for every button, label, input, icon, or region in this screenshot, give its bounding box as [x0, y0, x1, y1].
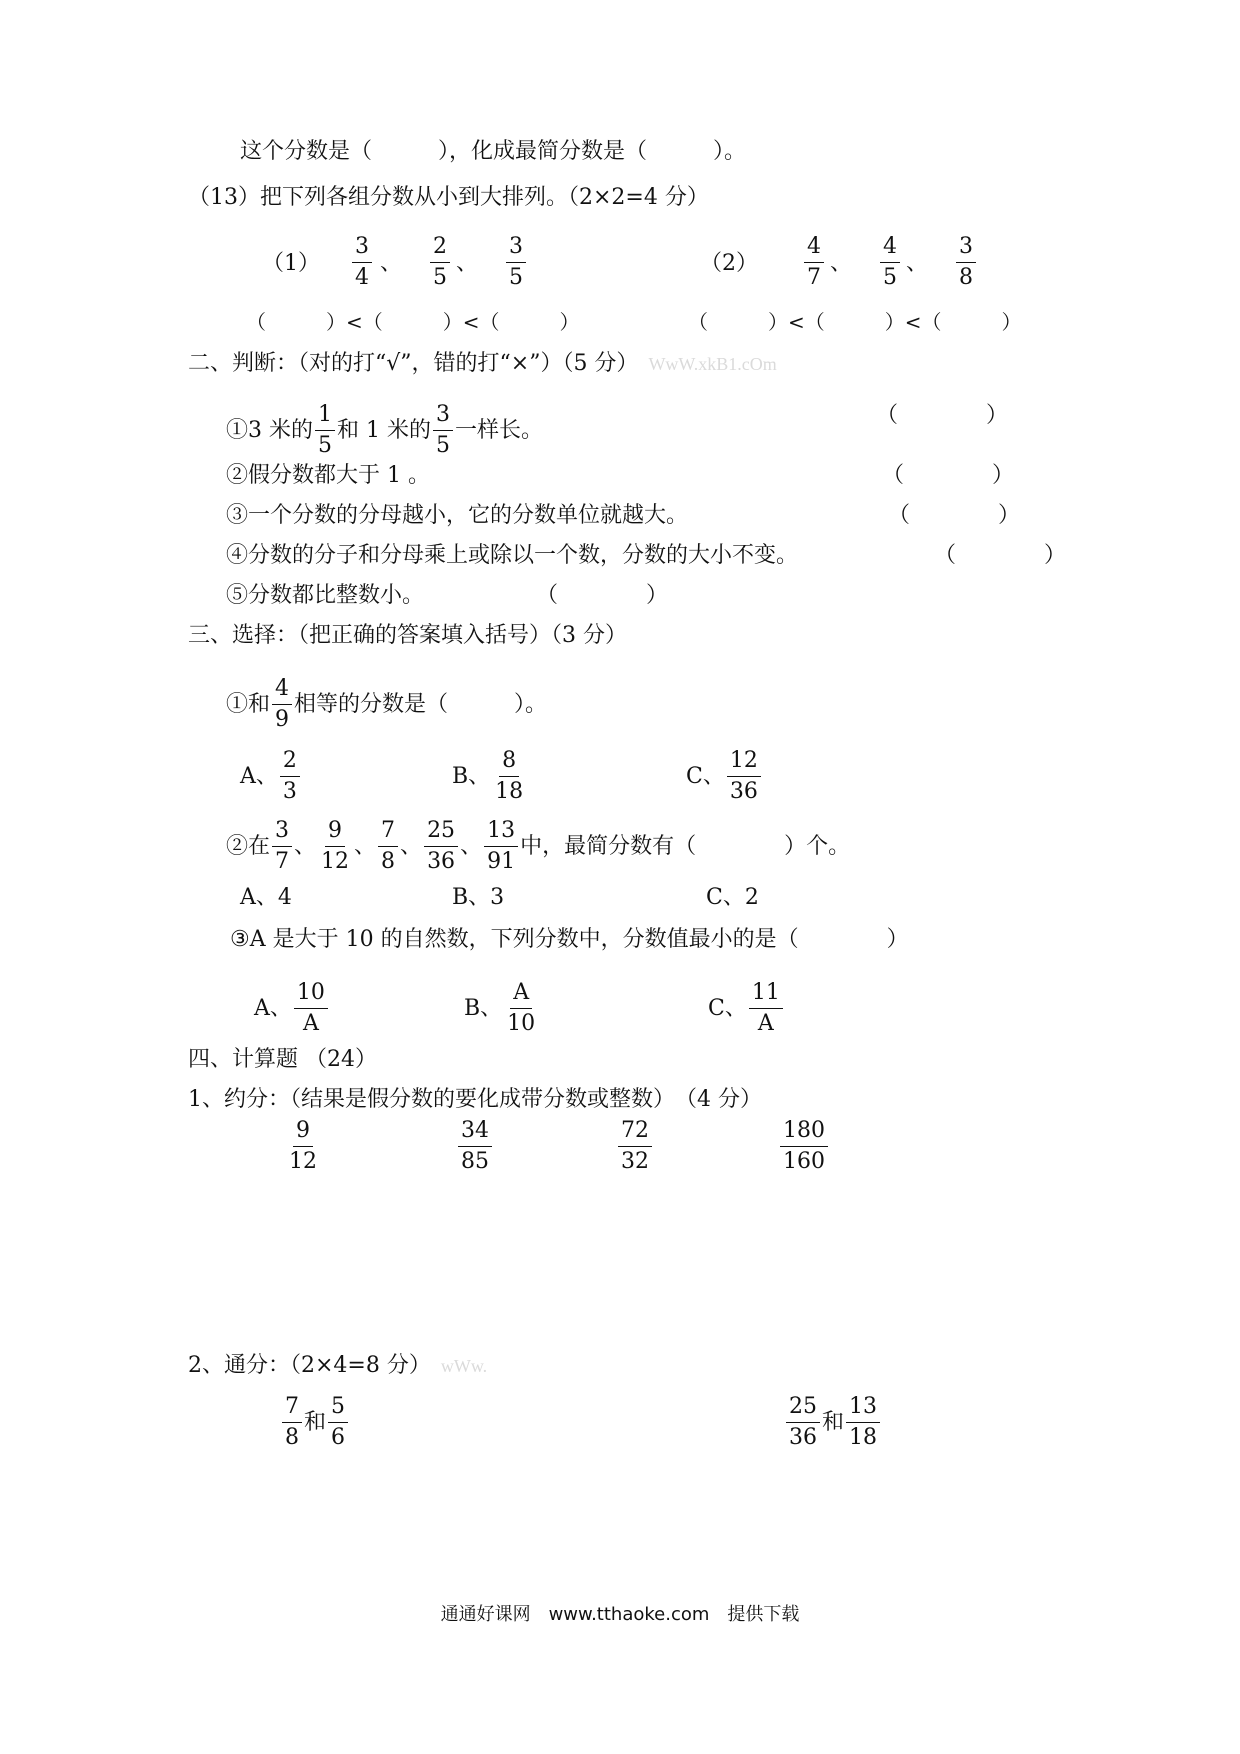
fraction: $\frac{2}{5}$ [430, 234, 450, 291]
choice-q2-option-c: C、2 [706, 885, 759, 910]
section-2-title: 二、判断：（对的打“√”，错的打“×”）（5 分） WwW.xkB1.cOm [188, 351, 777, 376]
fraction: $\frac{25}{36}$ [424, 818, 458, 875]
fraction: $\frac{8}{18}$ [495, 748, 524, 804]
choice-q1: ①和 $\frac{4}{9}$ 相等的分数是（ ）。 [226, 676, 548, 732]
fraction: $\frac{2}{3}$ [280, 748, 300, 805]
separator: 、 [380, 251, 403, 276]
judge-q5: ⑤分数都比整数小。 [226, 583, 425, 608]
choice-q1-option-a: A、 $\frac{2}{3}$ [240, 748, 302, 805]
common-denominator-title: 2、通分：（2×4=8 分） wWw. [188, 1353, 488, 1378]
choice-q3-option-b: B、 $\frac{A}{10}$ [464, 980, 540, 1037]
fraction: $\frac{3}{4}$ [352, 234, 372, 291]
fraction: $\frac{72}{32}$ [618, 1118, 652, 1175]
q13-group1-label: （1） [262, 251, 320, 276]
page-footer: 通通好课网 www.tthaoke.com 提供下载 [440, 1604, 800, 1625]
fraction: $\frac{4}{5}$ [880, 234, 900, 291]
answer-paren: （ ） [888, 503, 1021, 528]
fraction: $\frac{4}{9}$ [272, 676, 292, 733]
fraction: $\frac{A}{10}$ [507, 980, 536, 1036]
fraction: $\frac{11}{A}$ [749, 980, 783, 1037]
choice-q3-option-a: A、 $\frac{10}{A}$ [254, 980, 330, 1037]
answer-paren: （ ） [934, 543, 1067, 568]
fraction: $\frac{34}{85}$ [458, 1118, 492, 1175]
reduce-title: 1、约分：（结果是假分数的要化成带分数或整数） （4 分） [188, 1087, 762, 1112]
fraction: $\frac{3}{5}$ [506, 234, 526, 291]
fraction: $\frac{1}{5}$ [315, 402, 335, 459]
fraction: $\frac{4}{7}$ [804, 234, 824, 291]
choice-q2-option-a: A、4 [240, 885, 292, 910]
common-denominator-pair-2: $\frac{25}{36}$ 和 $\frac{13}{18}$ [784, 1394, 882, 1451]
choice-q1-option-b: B、 $\frac{8}{18}$ [452, 748, 528, 805]
separator: 、 [456, 251, 479, 276]
fraction: $\frac{3}{5}$ [433, 402, 453, 459]
watermark-text: wWw. [440, 1356, 488, 1376]
fraction: $\frac{7}{8}$ [378, 818, 398, 875]
answer-paren: （ ） [882, 463, 1015, 488]
q13-group2-label: （2） [700, 251, 758, 276]
fraction: $\frac{12}{36}$ [727, 748, 761, 805]
answer-paren: （ ） [876, 403, 1009, 428]
judge-q4: ④分数的分子和分母乘上或除以一个数，分数的大小不变。 [226, 543, 799, 568]
choice-q3-option-c: C、 $\frac{11}{A}$ [708, 980, 785, 1037]
choice-q2: ②在 $\frac{3}{7}$ 、 $\frac{9}{12}$ 、 $\frac{7}{8}$ 、 $\frac{25}{36}$ 、 $\frac{13}{91}$ 中，最简分数有（ ）个。 [226, 818, 851, 874]
fraction: $\frac{7}{8}$ [282, 1394, 302, 1451]
answer-paren: （ ） [536, 583, 669, 608]
fraction: $\frac{5}{6}$ [328, 1394, 348, 1451]
fraction: $\frac{13}{91}$ [484, 818, 518, 875]
fraction: $\frac{25}{36}$ [786, 1394, 820, 1451]
judge-q2: ②假分数都大于 1 。 [226, 463, 430, 488]
section-4-title: 四、计算题 （24） [188, 1047, 377, 1072]
separator: 、 [906, 251, 929, 276]
choice-q2-option-b: B、3 [452, 885, 505, 910]
section-3-title: 三、选择：（把正确的答案填入括号）（3 分） [188, 623, 627, 648]
answer-blanks-1: （ ）<（ ）<（ ） [246, 310, 580, 334]
fraction: $\frac{3}{8}$ [956, 234, 976, 291]
fraction: $\frac{13}{18}$ [846, 1394, 880, 1451]
choice-q3: ③A 是大于 10 的自然数，下列分数中，分数值最小的是（ ） [230, 927, 909, 952]
fraction: $\frac{10}{A}$ [294, 980, 328, 1037]
separator: 、 [830, 251, 853, 276]
common-denominator-pair-1: $\frac{7}{8}$ 和 $\frac{5}{6}$ [280, 1394, 350, 1451]
choice-q1-option-c: C、 $\frac{12}{36}$ [686, 748, 763, 805]
fraction: $\frac{9}{12}$ [289, 1118, 317, 1174]
judge-q1: ①3 米的 $\frac{1}{5}$ 和 1 米的 $\frac{3}{5}$ 一样长。 [226, 402, 543, 458]
q13-title: （13）把下列各组分数从小到大排列。（2×2=4 分） [188, 185, 709, 210]
fraction-question-line: 这个分数是（ ），化成最简分数是（ ）。 [240, 139, 747, 164]
fraction: $\frac{3}{7}$ [272, 818, 292, 875]
judge-q3: ③一个分数的分母越小，它的分数单位就越大。 [226, 503, 689, 528]
watermark-text: WwW.xkB1.cOm [648, 354, 777, 374]
fraction: $\frac{9}{12}$ [321, 818, 350, 874]
answer-blanks-2: （ ）<（ ）<（ ） [688, 310, 1022, 334]
fraction: $\frac{180}{160}$ [780, 1118, 828, 1175]
